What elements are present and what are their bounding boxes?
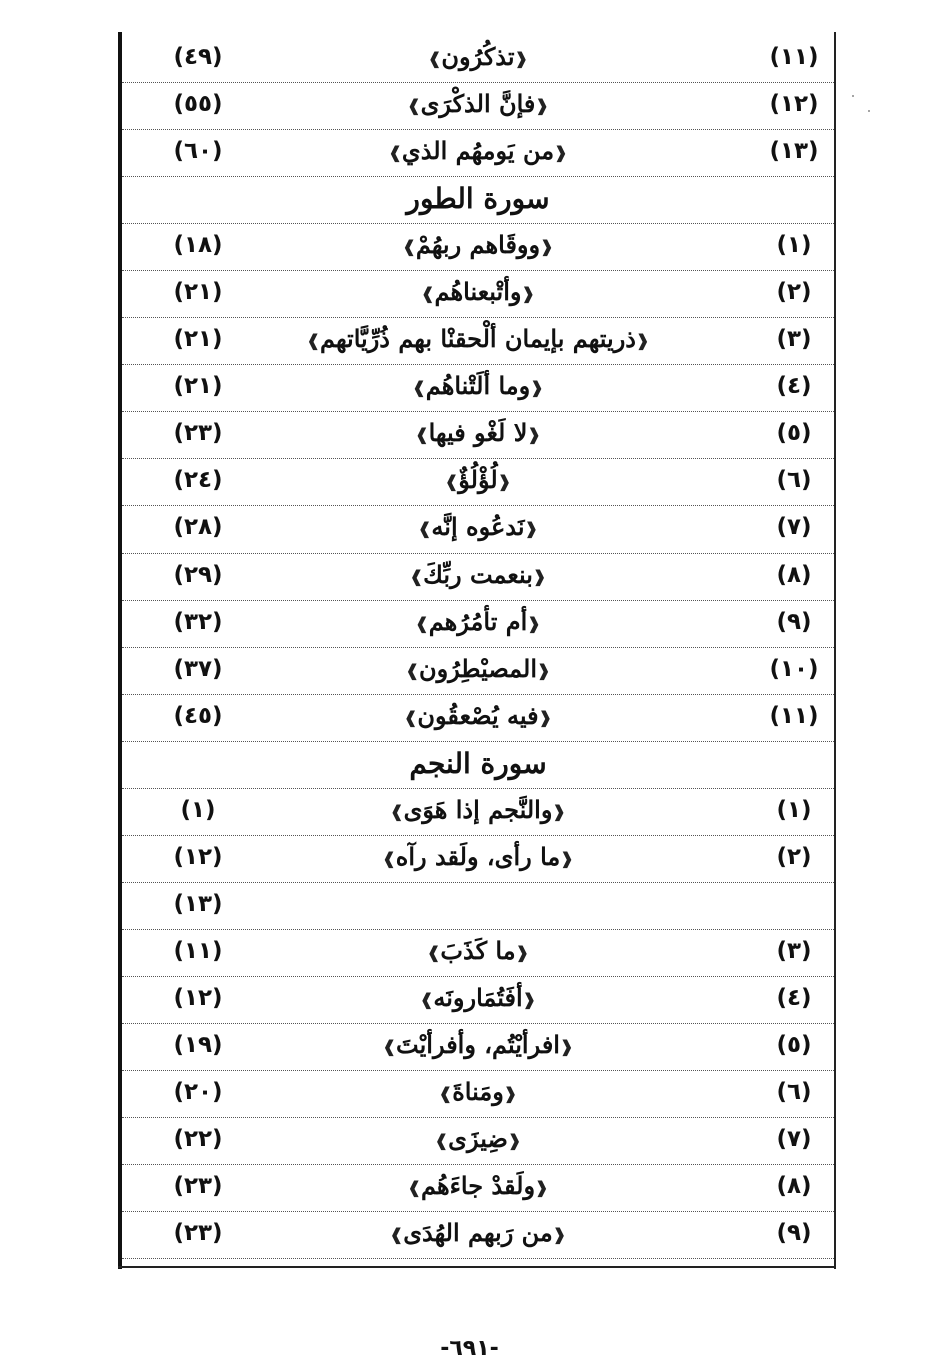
quran-word: لُؤْلُؤٌ bbox=[458, 465, 498, 495]
quran-word-cell bbox=[232, 136, 724, 165]
quran-word-cell bbox=[232, 89, 724, 118]
ornate-bracket-close-icon: ❱ bbox=[419, 989, 434, 1009]
ornate-bracket-close-icon: ❱ bbox=[390, 801, 404, 821]
entry-number: (٦) bbox=[776, 467, 812, 494]
page-number: -٦٩١- bbox=[440, 1336, 499, 1361]
verse-number: (١١) bbox=[173, 937, 223, 964]
ornate-bracket-close-icon: ❱ bbox=[409, 566, 424, 586]
ornate-bracket-close-icon: ❱ bbox=[444, 472, 459, 492]
quran-word-cell bbox=[232, 1077, 724, 1106]
ornate-bracket-open-icon: ❰ bbox=[515, 942, 529, 962]
quran-word-cell bbox=[232, 230, 724, 259]
surah-heading-row bbox=[122, 177, 834, 224]
index-table bbox=[122, 36, 834, 1259]
quran-word: ما كَذَبَ bbox=[440, 935, 516, 965]
ornate-bracket-open-icon: ❰ bbox=[537, 660, 551, 680]
scan-speck bbox=[852, 95, 854, 97]
ornate-bracket-close-icon: ❱ bbox=[415, 613, 429, 633]
ornate-bracket-open-icon: ❰ bbox=[524, 519, 538, 539]
verse-number: (٢١) bbox=[173, 279, 223, 306]
verse-number: (٢١) bbox=[173, 326, 223, 353]
entry-number: (٣) bbox=[776, 326, 812, 353]
quran-word: افرأيْتُم، وأفرأيْتَ bbox=[396, 1029, 560, 1059]
ornate-bracket-open-icon: ❰ bbox=[538, 707, 552, 727]
quran-word-cell bbox=[232, 795, 724, 824]
index-row bbox=[122, 506, 834, 553]
entry-number: (١١) bbox=[769, 44, 819, 70]
index-row bbox=[122, 1024, 834, 1071]
ornate-bracket-open-icon: ❰ bbox=[514, 49, 528, 68]
index-row bbox=[122, 977, 834, 1024]
quran-word: ولَقدْ جاءَهُم bbox=[420, 1171, 536, 1201]
index-row bbox=[122, 1071, 834, 1118]
verse-number: (٤٥) bbox=[173, 702, 223, 729]
entry-number: (٩) bbox=[776, 608, 812, 635]
entry-number: (٢) bbox=[776, 279, 812, 306]
verse-number: (٥٥) bbox=[173, 91, 223, 118]
verse-number: (١٩) bbox=[173, 1031, 223, 1058]
ornate-bracket-open-icon: ❰ bbox=[636, 331, 650, 351]
index-row bbox=[122, 412, 834, 459]
entry-number: (٨) bbox=[776, 561, 812, 588]
index-row bbox=[122, 365, 834, 412]
ornate-bracket-close-icon: ❱ bbox=[382, 848, 396, 868]
index-row bbox=[122, 318, 834, 365]
quran-word-cell bbox=[232, 418, 724, 447]
ornate-bracket-close-icon: ❱ bbox=[405, 660, 419, 680]
quran-word-cell bbox=[232, 512, 724, 541]
quran-word: وما ألَتْناهُم bbox=[425, 371, 531, 401]
verse-number: (١٣) bbox=[173, 890, 223, 917]
index-row bbox=[122, 1212, 834, 1259]
ornate-bracket-close-icon: ❱ bbox=[402, 237, 416, 257]
quran-word: وأتْبعناهُم bbox=[434, 277, 522, 307]
index-row bbox=[122, 1165, 834, 1212]
surah-heading-row bbox=[122, 742, 834, 789]
quran-word-cell bbox=[232, 936, 724, 965]
ornate-bracket-open-icon: ❰ bbox=[507, 1131, 522, 1151]
entry-number: (١٠) bbox=[769, 655, 819, 682]
quran-word-cell bbox=[232, 465, 724, 494]
verse-number: (٢٣) bbox=[173, 420, 223, 447]
quran-word: بنعمت ربِّكَ bbox=[423, 559, 533, 589]
ornate-bracket-close-icon: ❱ bbox=[404, 707, 418, 727]
quran-word-cell bbox=[232, 654, 724, 683]
ornate-bracket-open-icon: ❰ bbox=[535, 96, 549, 116]
verse-number: (٢٠) bbox=[173, 1079, 223, 1106]
ornate-bracket-open-icon: ❰ bbox=[559, 1036, 574, 1056]
ornate-bracket-close-icon: ❱ bbox=[428, 49, 442, 68]
verse-number: (٤٩) bbox=[173, 44, 223, 70]
quran-word-cell bbox=[232, 371, 724, 400]
index-row bbox=[122, 271, 834, 318]
entry-number: (٥) bbox=[776, 1031, 812, 1058]
index-row bbox=[122, 83, 834, 130]
entry-number: (١) bbox=[776, 232, 812, 259]
ornate-bracket-close-icon: ❱ bbox=[382, 1036, 397, 1056]
entry-number: (٩) bbox=[776, 1220, 812, 1247]
ornate-bracket-open-icon: ❰ bbox=[552, 801, 566, 821]
quran-word-cell bbox=[232, 560, 724, 589]
quran-word: فيه يُصْعقُون bbox=[417, 700, 539, 730]
quran-word-cell bbox=[232, 1030, 724, 1059]
verse-number: (٢٤) bbox=[173, 467, 223, 494]
quran-word: نَدعُوه إنَّه bbox=[431, 512, 525, 542]
ornate-bracket-open-icon: ❰ bbox=[535, 1178, 549, 1198]
entry-number: (٤) bbox=[776, 984, 812, 1011]
index-row bbox=[122, 601, 834, 648]
ornate-bracket-close-icon: ❱ bbox=[407, 96, 421, 116]
verse-number: (٢٣) bbox=[173, 1173, 223, 1200]
index-row bbox=[122, 554, 834, 601]
verse-number: (٣٢) bbox=[173, 608, 223, 635]
quran-word: فإنَّ الذكْرَى bbox=[420, 89, 536, 119]
ornate-bracket-open-icon: ❰ bbox=[530, 378, 544, 398]
quran-word-cell bbox=[232, 1171, 724, 1200]
index-row bbox=[122, 224, 834, 271]
ornate-bracket-close-icon: ❱ bbox=[407, 1178, 421, 1198]
index-row bbox=[122, 930, 834, 977]
frame-bottom-rule bbox=[118, 1266, 836, 1268]
quran-word-cell bbox=[232, 277, 724, 306]
index-row bbox=[122, 36, 834, 83]
ornate-bracket-open-icon: ❰ bbox=[503, 1084, 518, 1104]
ornate-bracket-close-icon: ❱ bbox=[412, 378, 426, 398]
index-row bbox=[122, 459, 834, 506]
verse-number: (٢١) bbox=[173, 373, 223, 400]
quran-word-cell bbox=[232, 1124, 724, 1153]
ornate-bracket-open-icon: ❰ bbox=[527, 425, 541, 445]
quran-word: ما رأى، ولَقد رآه bbox=[395, 841, 561, 871]
quran-word: ذريتهم بإيمان ألْحقنْا بهم ذُرِّيَّاتهم bbox=[319, 324, 636, 354]
verse-number: (١) bbox=[180, 796, 216, 823]
verse-number: (٦٠) bbox=[173, 138, 223, 165]
ornate-bracket-close-icon: ❱ bbox=[306, 331, 320, 351]
entry-number: (٦) bbox=[776, 1079, 812, 1106]
ornate-bracket-open-icon: ❰ bbox=[521, 284, 535, 304]
ornate-bracket-open-icon: ❰ bbox=[560, 848, 574, 868]
entry-number: (٧) bbox=[776, 514, 812, 541]
entry-number: (٨) bbox=[776, 1173, 812, 1200]
entry-number: (٧) bbox=[776, 1126, 812, 1153]
ornate-bracket-close-icon: ❱ bbox=[389, 1225, 404, 1245]
quran-word: تذكُرُون bbox=[441, 42, 515, 71]
ornate-bracket-close-icon: ❱ bbox=[415, 425, 429, 445]
entry-number: (٢) bbox=[776, 843, 812, 870]
entry-number: (١١) bbox=[769, 702, 819, 729]
quran-word-cell bbox=[232, 324, 724, 353]
index-row bbox=[122, 648, 834, 695]
quran-word: ضِيزَى bbox=[448, 1124, 508, 1154]
ornate-bracket-close-icon: ❱ bbox=[388, 143, 402, 163]
quran-word-cell bbox=[232, 1218, 724, 1247]
ornate-bracket-open-icon: ❰ bbox=[554, 143, 568, 163]
index-row bbox=[122, 1118, 834, 1165]
quran-word: ووقَاهم ربهُمْ bbox=[415, 230, 541, 260]
verse-number: (٢٣) bbox=[173, 1220, 223, 1247]
quran-word: من يَومهُم الذي bbox=[401, 136, 555, 166]
ornate-bracket-open-icon: ❰ bbox=[527, 613, 541, 633]
entry-number: (١٣) bbox=[769, 138, 819, 165]
index-row bbox=[122, 130, 834, 177]
quran-word: ومَناةَ bbox=[452, 1077, 504, 1107]
quran-word: أم تأمُرُهم bbox=[428, 606, 528, 636]
quran-word-cell bbox=[232, 42, 724, 71]
entry-number: (٣) bbox=[776, 937, 812, 964]
ornate-bracket-open-icon: ❰ bbox=[532, 566, 547, 586]
entry-number: (١) bbox=[776, 796, 812, 823]
verse-number: (٢٨) bbox=[173, 514, 223, 541]
quran-word-cell bbox=[232, 607, 724, 636]
quran-word: أفَتُمَارونَه bbox=[433, 982, 523, 1012]
verse-number: (٢٩) bbox=[173, 561, 223, 588]
ornate-bracket-open-icon: ❰ bbox=[552, 1225, 567, 1245]
quran-word: لا لَغْو فيها bbox=[428, 418, 528, 448]
surah-title: سورة النجم bbox=[409, 746, 547, 780]
verse-number: (١٢) bbox=[173, 843, 223, 870]
ornate-bracket-open-icon: ❰ bbox=[540, 237, 554, 257]
surah-title: سورة الطور bbox=[406, 182, 550, 216]
entry-number: (٥) bbox=[776, 420, 812, 447]
entry-number: (٤) bbox=[776, 373, 812, 400]
ornate-bracket-close-icon: ❱ bbox=[418, 519, 432, 539]
index-row bbox=[122, 695, 834, 742]
quran-word-cell bbox=[232, 983, 724, 1012]
quran-word: من رَبهم الهُدَى bbox=[403, 1218, 553, 1248]
ornate-bracket-close-icon: ❱ bbox=[438, 1084, 453, 1104]
ornate-bracket-close-icon: ❱ bbox=[427, 942, 441, 962]
ornate-bracket-open-icon: ❰ bbox=[522, 989, 537, 1009]
ornate-bracket-close-icon: ❱ bbox=[421, 284, 435, 304]
index-row bbox=[122, 883, 834, 930]
quran-word-cell bbox=[232, 701, 724, 730]
verse-number: (٣٧) bbox=[173, 655, 223, 682]
verse-number: (١٨) bbox=[173, 232, 223, 259]
quran-word: والنَّجم إذا هَوَى bbox=[403, 794, 553, 824]
verse-number: (١٢) bbox=[173, 984, 223, 1011]
quran-word: المصيْطِرُون bbox=[418, 653, 538, 683]
quran-word-cell bbox=[232, 842, 724, 871]
index-row bbox=[122, 789, 834, 836]
ornate-bracket-close-icon: ❱ bbox=[434, 1131, 449, 1151]
scan-speck bbox=[868, 110, 870, 112]
entry-number: (١٢) bbox=[769, 91, 819, 118]
index-row bbox=[122, 836, 834, 883]
verse-number: (٢٢) bbox=[173, 1126, 223, 1153]
ornate-bracket-open-icon: ❰ bbox=[497, 472, 512, 492]
